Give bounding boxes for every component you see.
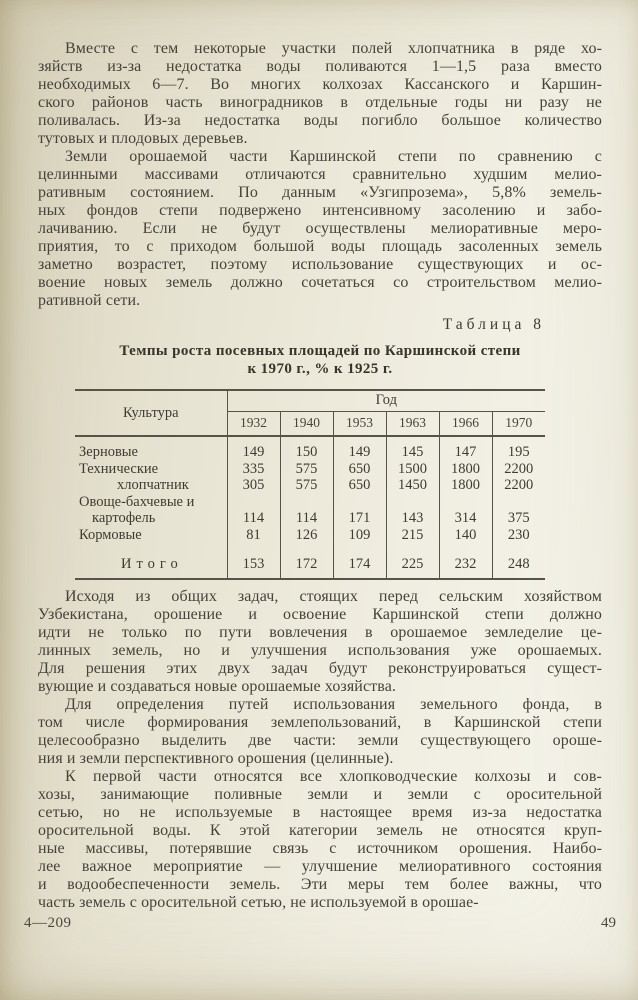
value-cell: 195 [492, 436, 545, 461]
year-header: 1966 [439, 412, 492, 437]
row-label: Овоще-бахчевые и [79, 493, 195, 510]
paragraphs-above-table [38, 40, 602, 310]
table-body [75, 436, 545, 579]
paragraph [38, 40, 602, 148]
row-label: картофель [92, 510, 156, 526]
row-label: хлопчатник [117, 477, 189, 493]
value-cell: 1500 [386, 461, 439, 478]
text-line: том числе формирования землепользований, в Каршинской степи [38, 713, 602, 731]
text-line: заметно возрастет, поэтому использование существующих и ос- [38, 256, 602, 273]
paragraph [38, 148, 602, 310]
text-line: лее важное мероприятие — улучшение мелиоративного состояния [38, 857, 602, 875]
value-cell: 375 [492, 510, 545, 527]
table-title-line-2: к 1970 г., % к 1925 г. [247, 361, 393, 377]
text-line: ния и земли перспективного орошения (целинные). [38, 749, 394, 767]
value-cell: 1800 [439, 461, 492, 478]
text-line: приятия, то с приходом большой воды площадь засоленных земель [38, 238, 602, 255]
row-label: Зерновые [79, 444, 138, 460]
text-line: ского районов часть виноградников в отдельные годы ни разу не [38, 94, 602, 111]
year-header: 1963 [386, 412, 439, 437]
value-cell: 575 [280, 477, 333, 494]
value-cell [227, 494, 280, 511]
value-cell: 230 [492, 527, 545, 544]
text-line: ные массивы, потерявшие связь с источником орошения. Наибо- [38, 839, 602, 857]
value-cell [439, 494, 492, 511]
value-cell [333, 494, 386, 511]
value-cell: 114 [280, 510, 333, 527]
table-title [38, 342, 602, 378]
table-header [75, 390, 545, 436]
value-cell: 81 [227, 527, 280, 544]
value-cell: 150 [280, 436, 333, 461]
year-header: 1940 [280, 412, 333, 437]
value-cell: 140 [439, 527, 492, 544]
value-cell: 126 [280, 527, 333, 544]
text-line: линных земель, но и улучшения использования уже орошаемых. [38, 641, 602, 659]
row-label: Кормовые [79, 526, 142, 543]
value-cell: 650 [333, 477, 386, 494]
value-cell: 650 [333, 461, 386, 478]
paragraphs-below-table [38, 588, 602, 912]
text-line: Для определения путей использования земельного фонда, в [65, 695, 602, 713]
page-content [38, 40, 602, 912]
text-line: тутовых и плодовых деревьев. [38, 130, 248, 147]
text-line: ративным состоянием. По данным «Узгипрозема», 5,8% земель- [38, 184, 602, 201]
text-line: Исходя из общих задач, стоящих перед сельским хозяйством [65, 587, 602, 605]
table-row [75, 477, 545, 494]
text-line: необходимых 6—7. Во многих колхозах Кассанского и Каршин- [38, 76, 602, 93]
table-row [75, 510, 545, 527]
year-header: 1932 [227, 412, 280, 437]
text-line: сетью, но не используемые в настоящее время из-за недостатка [38, 803, 602, 821]
crops-growth-table [75, 389, 545, 580]
text-line: Узбекистана, орошение и освоение Каршинской степи должно [38, 605, 602, 623]
table-row [75, 543, 545, 579]
value-cell [280, 494, 333, 511]
value-cell: 172 [280, 543, 333, 579]
text-line: ных фондов степи подвержено интенсивному засолению и забо- [38, 202, 602, 219]
value-cell: 153 [227, 543, 280, 579]
value-cell: 174 [333, 543, 386, 579]
text-line: целесообразно выделить две части: земли существующего ороше- [38, 731, 602, 749]
row-label: Итого [121, 556, 183, 572]
value-cell: 2200 [492, 477, 545, 494]
text-line: воение новых земель должно сочетаться со строительством мелио- [38, 274, 602, 291]
value-cell: 232 [439, 543, 492, 579]
value-cell: 114 [227, 510, 280, 527]
column-header-culture: Культура [75, 390, 227, 436]
text-line: зяйств из-за недостатка воды поливаются 1—1,5 раза вместо [38, 58, 602, 75]
text-line: поливалась. Из-за недостатка воды погибло большое количество [38, 112, 602, 129]
table-row [75, 436, 545, 461]
text-line: часть земель с оросительной сетью, не используемой в орошае- [38, 893, 479, 911]
value-cell: 335 [227, 461, 280, 478]
year-header: 1970 [492, 412, 545, 437]
value-cell: 314 [439, 510, 492, 527]
value-cell [386, 494, 439, 511]
value-cell: 248 [492, 543, 545, 579]
value-cell: 305 [227, 477, 280, 494]
value-cell: 149 [227, 436, 280, 461]
table-row [75, 461, 545, 478]
value-cell: 147 [439, 436, 492, 461]
paragraph [38, 588, 602, 696]
text-line: Земли орошаемой части Каршинской степи по сравнению с [65, 148, 602, 165]
text-line: и водообеспеченности земель. Эти меры тем более важны, что [38, 875, 602, 893]
text-line: целинными массивами отличаются сравнительно худшим мелио- [38, 166, 602, 183]
page-number: 49 [601, 915, 616, 931]
value-cell: 225 [386, 543, 439, 579]
year-header: 1953 [333, 412, 386, 437]
value-cell: 149 [333, 436, 386, 461]
table-caption: Таблица 8 [442, 316, 545, 333]
value-cell: 143 [386, 510, 439, 527]
value-cell: 145 [386, 436, 439, 461]
text-line: оросительной воды. К этой категории земель не относятся круп- [38, 821, 602, 839]
print-order-number: 4—209 [24, 915, 72, 931]
value-cell: 215 [386, 527, 439, 544]
page-footer [24, 915, 616, 932]
table-row [75, 494, 545, 511]
text-line: Вместе с тем некоторые участки полей хлопчатника в ряде хо- [65, 40, 602, 57]
text-line: хозы, занимающие поливные земли и земли с оросительной [38, 785, 602, 803]
row-label: Технические [79, 460, 159, 477]
text-line: лачиванию. Если не будут осуществлены мелиоративные меро- [38, 220, 602, 237]
text-line: К первой части относятся все хлопководческие колхозы и сов- [65, 767, 602, 785]
table-row [75, 527, 545, 544]
text-line: ративной сети. [38, 292, 141, 309]
table-title-line-1: Темпы роста посевных площадей по Каршинской степи [119, 343, 521, 359]
text-line: идти не только по пути вовлечения в орошаемое земледелие це- [38, 623, 602, 641]
value-cell [492, 494, 545, 511]
value-cell: 171 [333, 510, 386, 527]
value-cell: 109 [333, 527, 386, 544]
paragraph [38, 696, 602, 768]
value-cell: 2200 [492, 461, 545, 478]
value-cell: 1450 [386, 477, 439, 494]
value-cell: 575 [280, 461, 333, 478]
text-line: Для решения этих двух задач будут реконструироваться сущест- [38, 659, 602, 677]
column-group-header-year: Год [227, 390, 545, 412]
value-cell: 1800 [439, 477, 492, 494]
text-line: вующие и создаваться новые орошаемые хозяйства. [38, 677, 397, 695]
paragraph [38, 768, 602, 912]
